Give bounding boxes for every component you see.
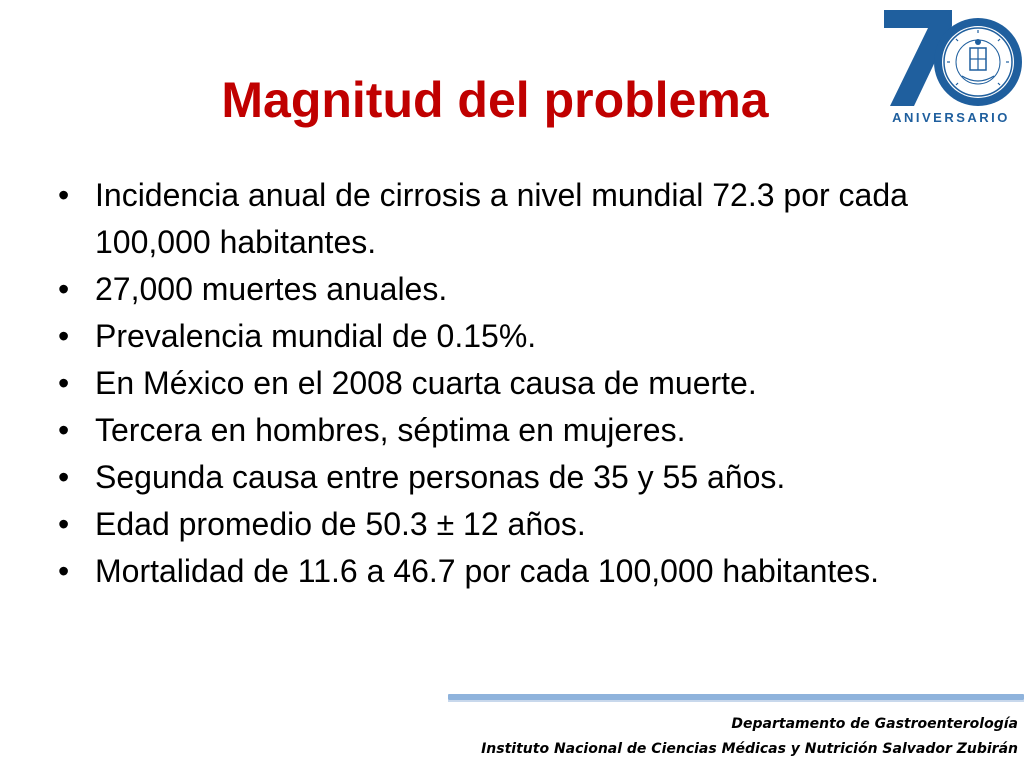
- logo-caption: ANIVERSARIO: [892, 110, 1010, 125]
- bullet-text: Incidencia anual de cirrosis a nivel mundial 72.3 por cada 100,000 habitantes.: [95, 177, 908, 260]
- bullet-dot-icon: •: [58, 271, 70, 307]
- bullet-item: [58, 501, 988, 548]
- bullet-text: Edad promedio de 50.3 ± 12 años.: [95, 506, 586, 542]
- slide-title: Magnitud del problema: [221, 72, 769, 128]
- bullet-item: [58, 454, 988, 501]
- bullet-text: 27,000 muertes anuales.: [95, 271, 448, 307]
- bullet-text: Tercera en hombres, séptima en mujeres.: [95, 412, 686, 448]
- bullet-text: Segunda causa entre personas de 35 y 55 años.: [95, 459, 786, 495]
- footer-department: Departamento de Gastroenterología: [731, 716, 1018, 732]
- bullet-dot-icon: •: [58, 412, 70, 448]
- bullet-item: [58, 313, 988, 360]
- bullet-dot-icon: •: [58, 318, 70, 354]
- bullet-text: Mortalidad de 11.6 a 46.7 por cada 100,000 habitantes.: [95, 553, 879, 589]
- anniversary-logo: [878, 6, 1024, 130]
- bullet-dot-icon: •: [58, 459, 70, 495]
- bullet-item: [58, 172, 988, 266]
- bullet-text: Prevalencia mundial de 0.15%.: [95, 318, 537, 354]
- bullet-item: [58, 407, 988, 454]
- bullet-dot-icon: •: [58, 365, 70, 401]
- bullet-list: [58, 172, 988, 595]
- footer-divider-shadow: [448, 700, 1024, 702]
- footer: [481, 712, 1018, 762]
- bullet-text: En México en el 2008 cuarta causa de muerte.: [95, 365, 757, 401]
- bullet-item: [58, 266, 988, 313]
- seventy-emblem-icon: [878, 6, 1024, 110]
- bullet-item: [58, 548, 988, 595]
- footer-institute: Instituto Nacional de Ciencias Médicas y Nutrición Salvador Zubirán: [481, 741, 1018, 757]
- bullet-dot-icon: •: [58, 553, 70, 589]
- bullet-dot-icon: •: [58, 506, 70, 542]
- bullet-item: [58, 360, 988, 407]
- bullet-dot-icon: •: [58, 177, 70, 213]
